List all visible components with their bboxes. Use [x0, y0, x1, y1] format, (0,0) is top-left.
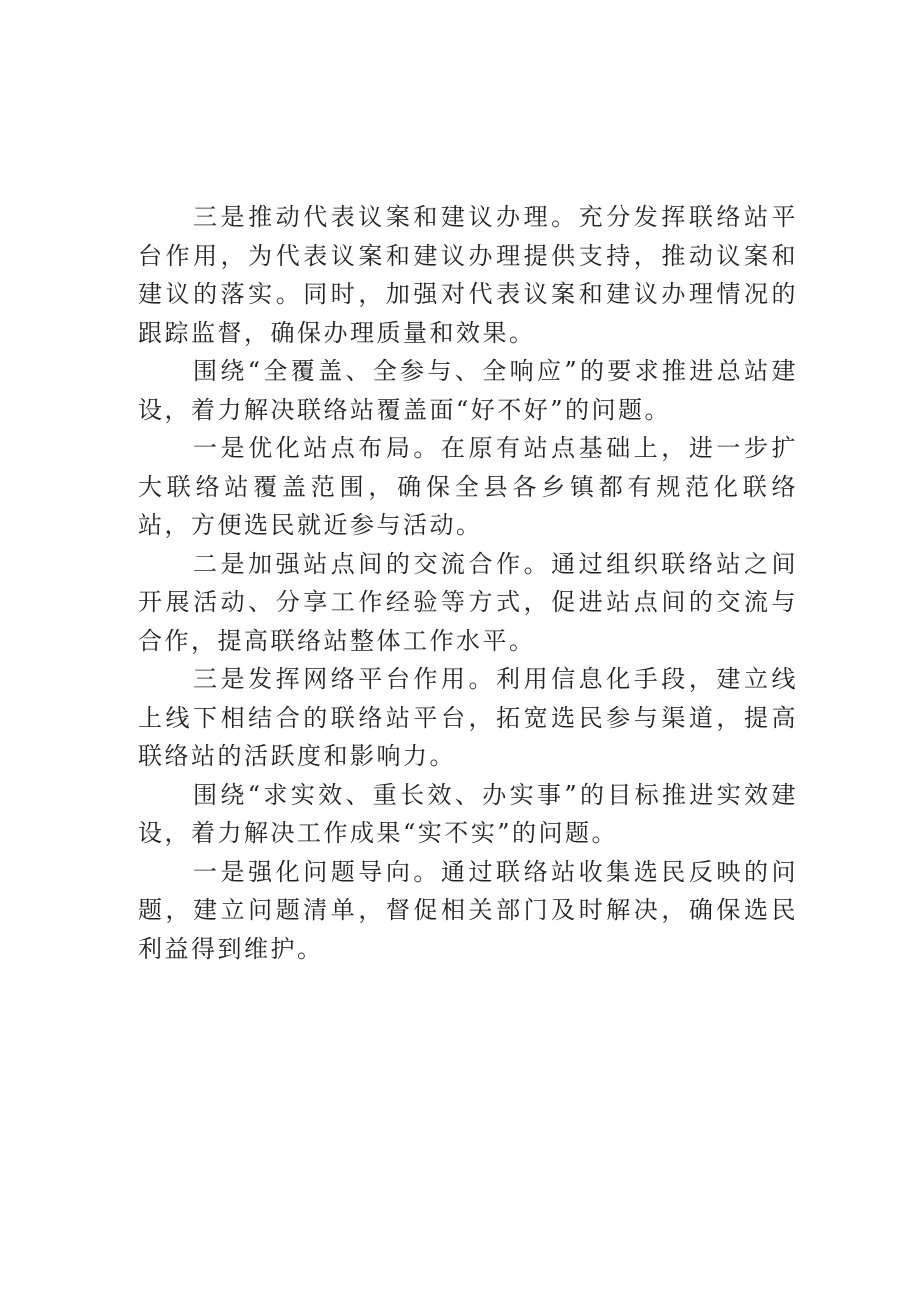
- paragraph: 一是强化问题导向。通过联络站收集选民反映的问题，建立问题清单，督促相关部门及时解决，确保选民利益得到维护。: [138, 857, 798, 963]
- paragraph: 围绕“求实效、重长效、办实事”的目标推进实效建设，着力解决工作成果“实不实”的问题。: [138, 780, 798, 847]
- paragraph: 三是推动代表议案和建议办理。充分发挥联络站平台作用，为代表议案和建议办理提供支持，推动议案和建议的落实。同时，加强对代表议案和建议办理情况的跟踪监督，确保办理质量和效果。: [138, 203, 798, 347]
- paragraph: 一是优化站点布局。在原有站点基础上，进一步扩大联络站覆盖范围，确保全县各乡镇都有规范化联络站，方便选民就近参与活动。: [138, 434, 798, 539]
- paragraph: 三是发挥网络平台作用。利用信息化手段，建立线上线下相结合的联络站平台，拓宽选民参与渠道，提高联络站的活跃度和影响力。: [138, 665, 798, 770]
- document-body: [138, 198, 798, 968]
- paragraph: 围绕“全覆盖、全参与、全响应”的要求推进总站建设，着力解决联络站覆盖面“好不好”的问题。: [138, 357, 798, 424]
- paragraph: 二是加强站点间的交流合作。通过组织联络站之间开展活动、分享工作经验等方式，促进站点间的交流与合作，提高联络站整体工作水平。: [138, 549, 798, 655]
